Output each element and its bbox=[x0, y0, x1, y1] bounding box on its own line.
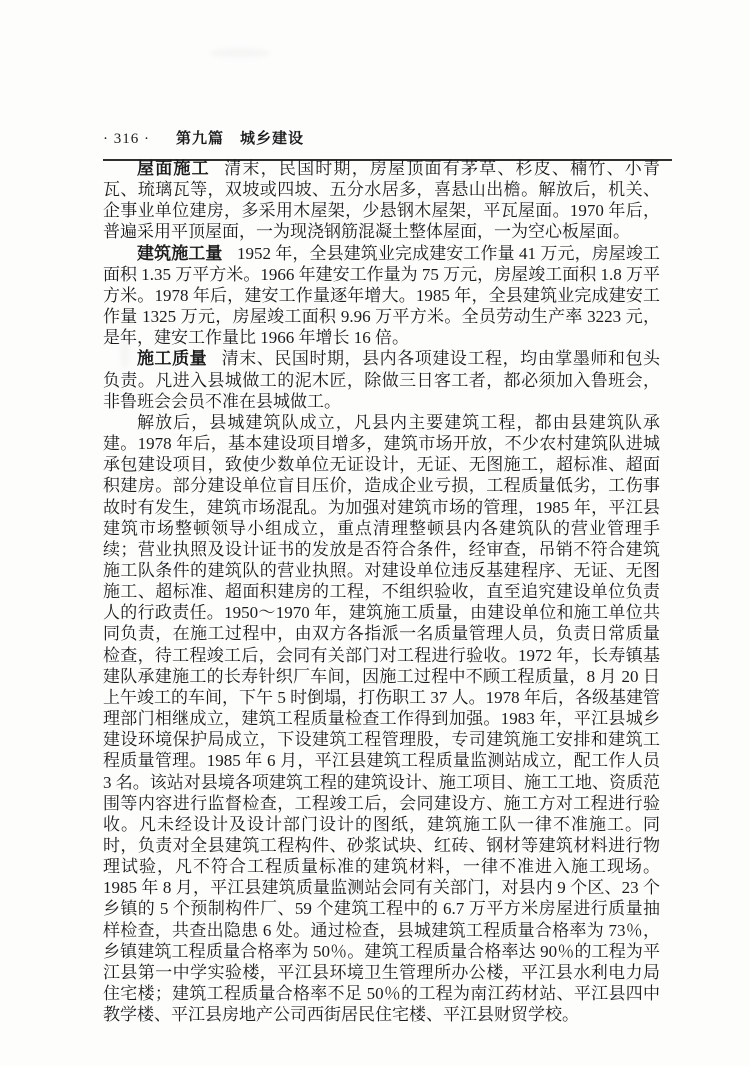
paragraph-heading: 建筑施工量 bbox=[137, 243, 223, 263]
scan-smudge bbox=[210, 48, 270, 58]
paragraph-quality-history bbox=[103, 412, 660, 1026]
body-text bbox=[103, 158, 660, 1025]
paragraph-body: 解放后，县城建筑队成立，凡县内主要建筑工程，都由县建筑队承建。1978 年后，基本建设项目增多，建筑市场开放，不少农村建筑队进城承包建设项目，致使少数单位无证设计，无证、无图施工，超标准、超面积建房。部分建设单位盲目压价，造成企业亏损，工程质量低劣，工伤事故时有发生，建筑市场混乱。为加强对建筑市场的管理，1985 年，平江县建筑市场整顿领导小组成立，重点清理整顿县内各建筑队的营业管理手续；营业执照及设计证书的发放是否符合条件，经审查，吊销不符合建筑施工队条件的建筑队的营业执照。对建设单位违反基建程序、无证、无图施工、超标准、超面积建房的工程，不组织验收，直至追究建设单位负责人的行政责任。1950～1970 年，建筑施工质量，由建设单位和施工单位共同负责，在施工过程中，由双方各指派一名质量管理人员，负责日常质量检查，待工程竣工后，会同有关部门对工程进行验收。1972 年，长寿镇基建队承建施工的长寿针织厂车间，因施工过程中不顾工程质量，8 月 20 日上午竣工的车间，下午 5 时倒塌，打伤职工 37 人。1978 年后，各级基建管理部门相继成立，建筑工程质量检查工作得到加强。1983 年，平江县城乡建设环境保护局成立，下设建筑工程管理股，专司建筑施工安排和建筑工程质量管理。1985 年 6 月，平江县建筑工程质量监测站成立，配工作人员 3 名。该站对县境各项建筑工程的建筑设计、施工项目、施工工地、资质范围等内容进行监督检查，工程竣工后，会同建设方、施工方对工程进行验收。凡未经设计及设计部门设计的图纸，建筑施工队一律不准施工。同时，负责对全县建筑工程构件、砂浆试块、红砖、钢材等建筑材料进行物理试验，凡不符合工程质量标准的建筑材料，一律不准进入施工现场。1985 年 8 月，平江县建筑质量监测站会同有关部门，对县内 9 个区、23 个乡镇的 5 个预制构件厂、59 个建筑工程中的 6.7 万平方米房屋进行质量抽样检查，共查出隐患 6 处。通过检查，县城建筑工程质量合格率为 73％，乡镇建筑工程质量合格率为 50％。建筑工程质量合格率达 90％的工程为平江县第一中学实验楼，平江县环境卫生管理所办公楼，平江县水利电力局住宅楼；建筑工程质量合格率不足 50％的工程为南江药材站、平江县四中教学楼、平江县房地产公司西街居民住宅楼、平江县财贸学校。 bbox=[103, 412, 660, 1025]
paragraph-body: 1952 年，全县建筑业完成建安工作量 41 万元，房屋竣工面积 1.35 万平方米。1966 年建安工作量为 75 万元，房屋竣工面积 1.8 万平方米。1978 年后，建安工作量逐年增大。1985 年，全县建筑业完成建安工作量 1325 万元，房屋竣工面积 9.96 万平方米。全员劳动生产率 3223 元，是年，建安工作量比 1966 年增长 16 倍。 bbox=[103, 243, 661, 348]
section-title: 第九篇 城乡建设 bbox=[176, 131, 305, 147]
paragraph-construction-volume bbox=[103, 243, 660, 349]
paragraph-heading: 施工质量 bbox=[137, 349, 208, 369]
paragraph-heading: 屋面施工 bbox=[137, 159, 210, 178]
page-header bbox=[103, 127, 672, 148]
paragraph-roofing-construction bbox=[103, 158, 660, 243]
page-number: · 316 · bbox=[103, 131, 150, 147]
paragraph-construction-quality bbox=[103, 348, 660, 411]
paragraph-body: 清末、民国时期，县内各项建设工程，均由掌墨师和包头负责。凡进入县城做工的泥木匠，除做三日客工者，都必须加入鲁班会，非鲁班会会员不准在县城做工。 bbox=[103, 349, 661, 411]
paragraph-body: 清末，民国时期，房屋顶面有茅草、杉皮、楠竹、小青瓦、琉璃瓦等，双坡或四坡、五分水居多，喜悬山出檐。解放后，机关、企事业单位建房，多采用木屋架，少悬钢木屋架，平瓦屋面。1970 年后，普遍采用平顶屋面，一为现浇钢筋混凝土整体屋面，一为空心板屋面。 bbox=[103, 159, 661, 242]
